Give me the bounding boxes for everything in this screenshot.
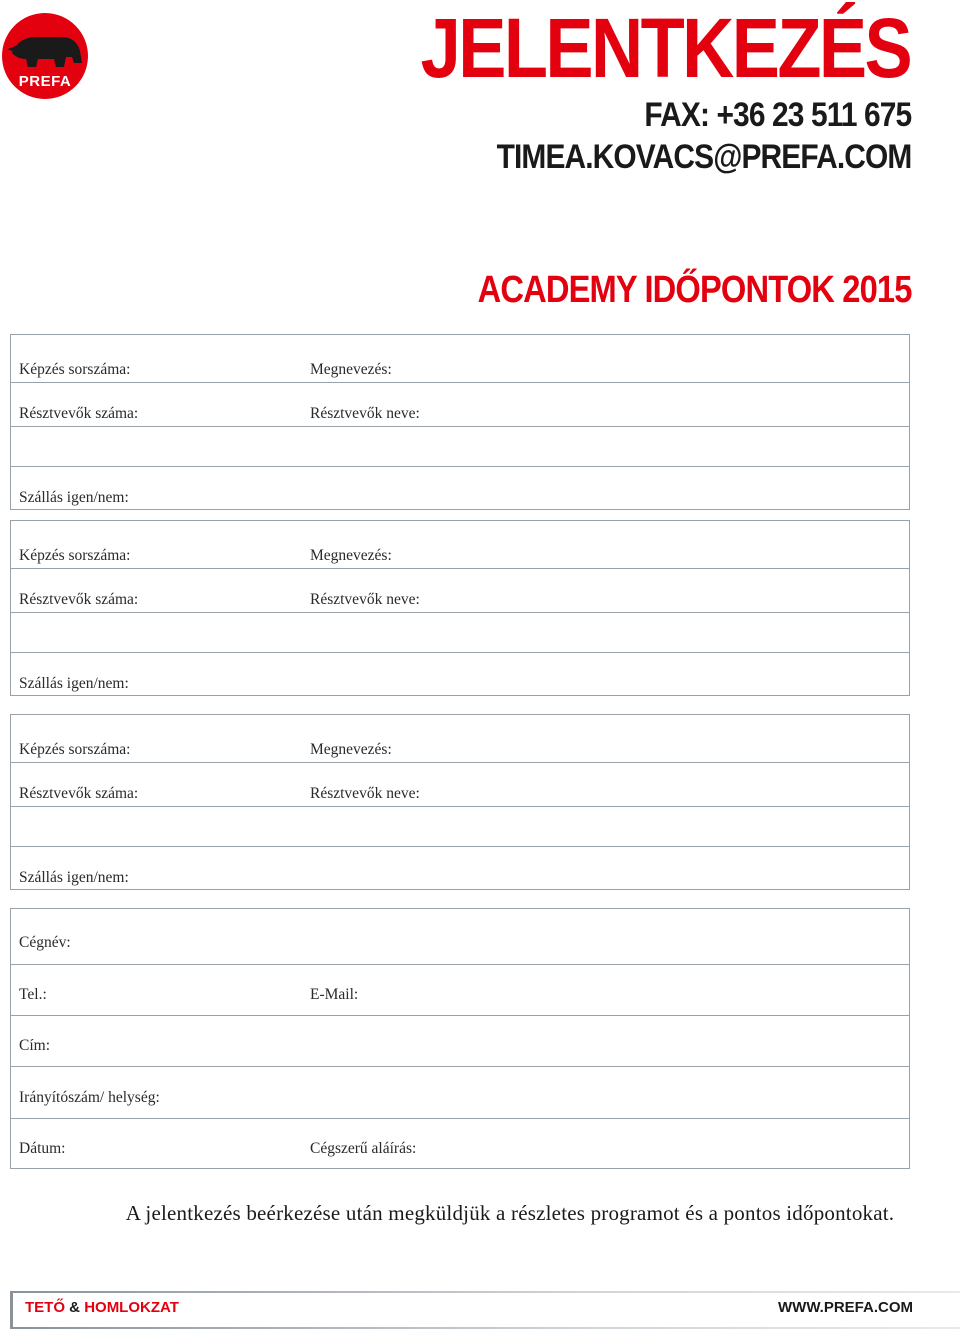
participant-names-field[interactable]: Résztvevők neve: [310, 405, 420, 422]
row-company-name [11, 909, 909, 964]
accommodation-field[interactable]: Szállás igen/nem: [19, 869, 129, 886]
logo-text: PREFA [18, 73, 72, 90]
row-participants [11, 382, 909, 426]
zip-city-field[interactable]: Irányítószám/ helység: [19, 1089, 160, 1106]
prefa-logo [2, 13, 88, 99]
address-field[interactable]: Cím: [19, 1037, 51, 1054]
row-participants [11, 762, 909, 806]
accommodation-field[interactable]: Szállás igen/nem: [19, 675, 129, 692]
row-accommodation [11, 466, 909, 510]
contact-email[interactable]: TIMEA.KOVACS@PREFA.COM [496, 138, 911, 176]
row-training-name [11, 715, 909, 762]
row-participants [11, 568, 909, 612]
footer-divider-top [10, 1291, 960, 1293]
row-blank[interactable] [11, 806, 909, 846]
company-name-field[interactable]: Cégnév: [19, 934, 71, 951]
participant-names-field[interactable]: Résztvevők neve: [310, 591, 420, 608]
footer-divider-bottom [10, 1327, 960, 1329]
training-name-field[interactable]: Megnevezés: [310, 547, 392, 564]
participant-count-field[interactable]: Résztvevők száma: [19, 785, 139, 802]
participant-count-field[interactable]: Résztvevők száma: [19, 405, 139, 422]
section-title: ACADEMY IDŐPONTOK 2015 [478, 269, 912, 311]
registration-block-1 [10, 334, 910, 510]
date-field[interactable]: Dátum: [19, 1140, 66, 1157]
footer-tagline-part1: TETŐ [25, 1299, 65, 1316]
info-note-text: A jelentkezés beérkezése után megküldjük a részletes programot és a pontos időpontokat. [125, 1201, 895, 1225]
training-name-field[interactable]: Megnevezés: [310, 361, 392, 378]
training-number-field[interactable]: Képzés sorszáma: [19, 741, 131, 758]
training-name-field[interactable]: Megnevezés: [310, 741, 392, 758]
row-training-name [11, 335, 909, 382]
participant-count-field[interactable]: Résztvevők száma: [19, 591, 139, 608]
phone-field[interactable]: Tel.: [19, 986, 47, 1003]
signature-field[interactable]: Cégszerű aláírás: [310, 1140, 417, 1157]
company-block [10, 908, 910, 1169]
row-address [11, 1015, 909, 1066]
row-accommodation [11, 846, 909, 890]
row-blank[interactable] [11, 426, 909, 466]
training-number-field[interactable]: Képzés sorszáma: [19, 547, 131, 564]
row-contact [11, 964, 909, 1015]
info-note [0, 1199, 960, 1227]
row-accommodation [11, 652, 909, 696]
footer-tagline [25, 1298, 179, 1318]
page-title: JELENTKEZÉS [420, 1, 910, 95]
registration-block-2 [10, 520, 910, 696]
row-date-signature [11, 1118, 909, 1169]
fax-number: FAX: +36 23 511 675 [644, 96, 911, 134]
row-zip-city [11, 1066, 909, 1118]
row-training-name [11, 521, 909, 568]
email-field[interactable]: E-Mail: [310, 986, 359, 1003]
row-blank[interactable] [11, 612, 909, 652]
participant-names-field[interactable]: Résztvevők neve: [310, 785, 420, 802]
footer-website-link[interactable]: WWW.PREFA.COM [778, 1299, 913, 1316]
accommodation-field[interactable]: Szállás igen/nem: [19, 489, 129, 506]
training-number-field[interactable]: Képzés sorszáma: [19, 361, 131, 378]
footer-tagline-amp: & [69, 1299, 81, 1316]
footer-accent-bar [10, 1291, 13, 1329]
footer-tagline-part2: HOMLOKZAT [84, 1299, 179, 1316]
registration-block-3 [10, 714, 910, 890]
